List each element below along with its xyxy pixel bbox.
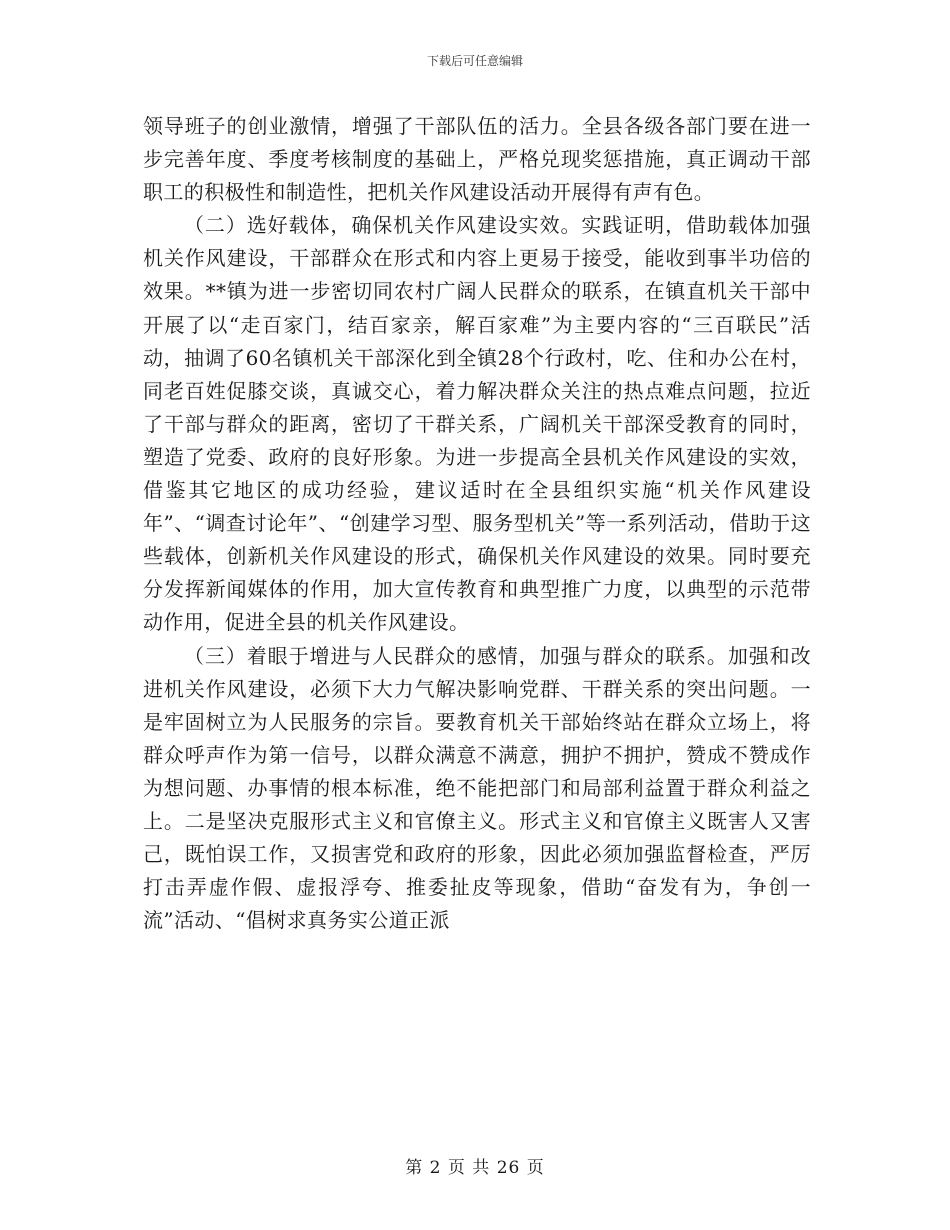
- page-header: 下载后可任意编辑: [426, 54, 523, 68]
- document-body: [143, 110, 811, 937]
- page-number-footer: 第 2 页 共 26 页: [405, 1158, 545, 1178]
- paragraph-section-three: （三）着眼于增进与人民群众的感情，加强与群众的联系。加强和改进机关作风建设，必须下大力气解决影响党群、干群关系的突出问题。一是牢固树立为人民服务的宗旨。要教育机关干部始终站在群众立场上，将群众呼声作为第一信号，以群众满意不满意，拥护不拥护，赞成不赞成作为想问题、办事情的根本标准，绝不能把部门和局部利益置于群众利益之上。二是坚决克服形式主义和官僚主义。形式主义和官僚主义既害人又害己，既怕误工作，又损害党和政府的形象，因此必须加强监督检查，严厉打击弄虚作假、虚报浮夸、推委扯皮等现象，借助“奋发有为，争创一流”活动、“倡树求真务实公道正派: [143, 643, 811, 933]
- paragraph-continuation: 领导班子的创业激情，增强了干部队伍的活力。全县各级各部门要在进一步完善年度、季度考核制度的基础上，严格兑现奖惩措施，真正调动干部职工的积极性和制造性，把机关作风建设活动开展得有声有色。: [143, 114, 811, 205]
- paragraph-section-two: （二）选好载体，确保机关作风建设实效。实践证明，借助载体加强机关作风建设，干部群众在形式和内容上更易于接受，能收到事半功倍的效果。**镇为进一步密切同农村广阔人民群众的联系，在镇直机关干部中开展了以“走百家门，结百家亲，解百家难”为主要内容的“三百联民”活动，抽调了60名镇机关干部深化到全镇28个行政村，吃、住和办公在村，同老百姓促膝交谈，真诚交心，着力解决群众关注的热点难点问题，拉近了干部与群众的距离，密切了干群关系，广阔机关干部深受教育的同时，塑造了党委、政府的良好形象。为进一步提高全县机关作风建设的实效，借鉴其它地区的成功经验，建议适时在全县组织实施“机关作风建设年”、“调查讨论年”、“创建学习型、服务型机关”等一系列活动，借助于这些载体，创新机关作风建设的形式，确保机关作风建设的效果。同时要充分发挥新闻媒体的作用，加大宣传教育和典型推广力度，以典型的示范带动作用，促进全县的机关作风建设。: [143, 213, 811, 635]
